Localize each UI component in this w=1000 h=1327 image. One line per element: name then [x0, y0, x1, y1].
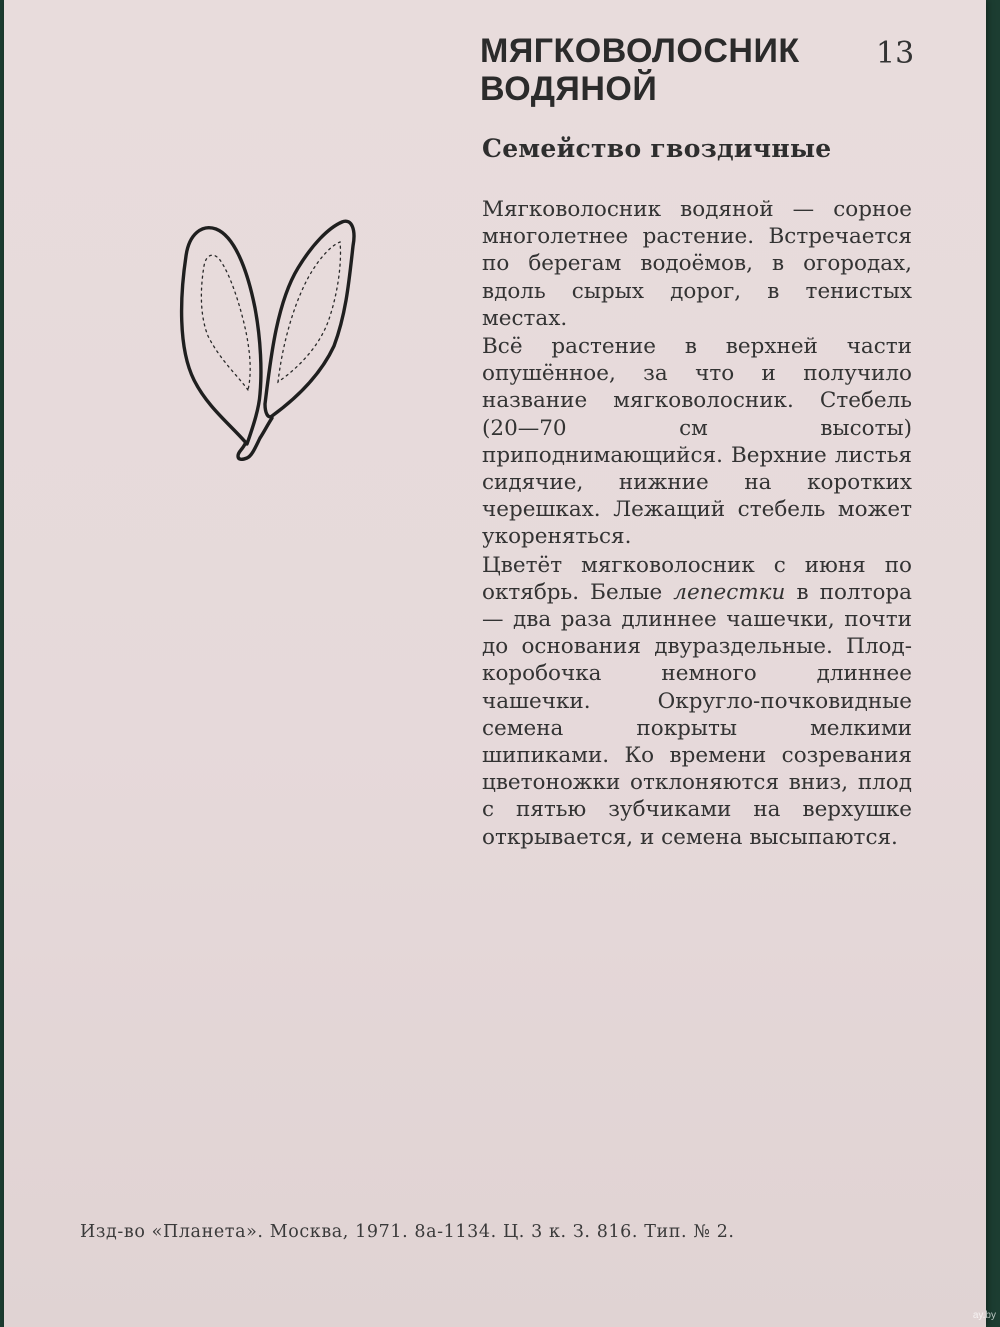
description-paragraph-3-start: Цветёт мягковолосник с июня по октябрь. Белые [482, 552, 912, 605]
plant-description [482, 196, 912, 851]
plant-card [4, 0, 986, 1327]
italic-term-petals: лепестки [673, 579, 786, 605]
description-paragraph-2: Всё растение в верхней части опушённое, за что и получило название мягковолосник. Стебель (20—70 см высоты) приподнимающийся. Верхние листья сидячие, нижние на коротких черешках. Лежащий стебель может укореняться. [482, 334, 912, 550]
plant-title-line1: МЯГКОВОЛОСНИК [480, 32, 800, 70]
description-paragraph-1: Мягковолосник водяной — сорное многолетнее растение. Встречается по берегам водоёмов, в огородах, вдоль сырых дорог, в тенистых местах. [482, 197, 912, 331]
seedling-leaves-icon [172, 212, 372, 472]
description-paragraph-3 [482, 552, 912, 851]
plant-family: Семейство гвоздичные [482, 134, 832, 163]
card-number: 13 [876, 36, 915, 71]
publisher-imprint: Изд-во «Планета». Москва, 1971. 8а-1134. Ц. 3 к. З. 816. Тип. № 2. [80, 1222, 735, 1242]
description-paragraph-3-end: в полтора — два раза длиннее чашечки, почти до основания двураздельные. Плод-коробочка немного длиннее чашечки. Округло-почковидные семена покрыты мелкими шипиками. Ко времени созревания цветоножки отклоняются вниз, плод с пятью зубчиками на верхушке открывается, и семена высыпаются. [482, 579, 912, 850]
plant-title [480, 32, 840, 108]
plant-title-line2: ВОДЯНОЙ [480, 70, 658, 108]
watermark: ay.by [972, 1310, 996, 1321]
